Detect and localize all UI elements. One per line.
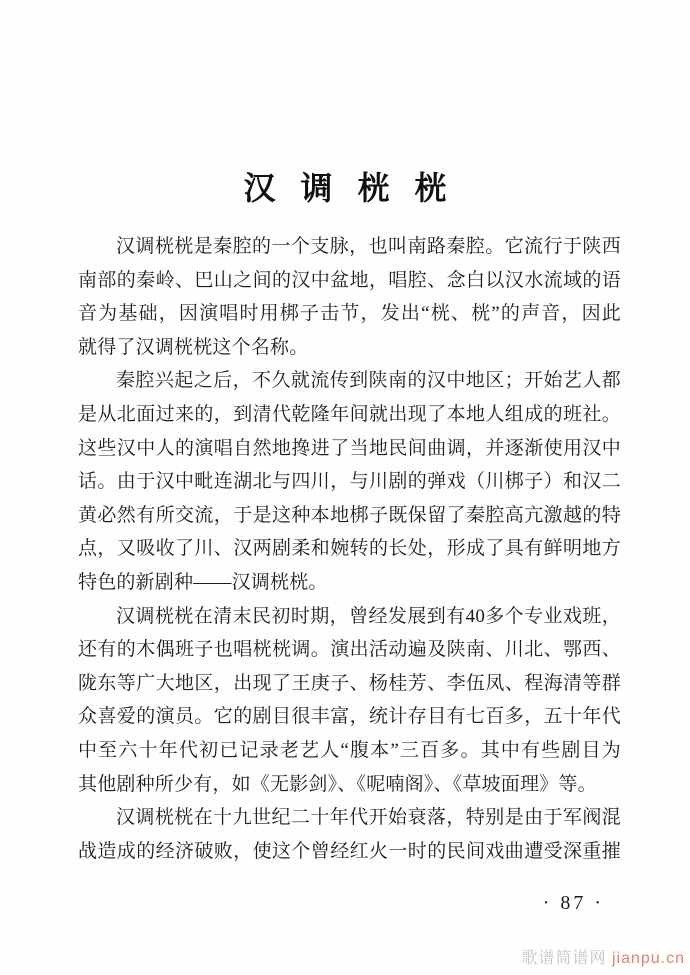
watermark-site-url: jianpu.cn	[611, 950, 685, 967]
watermark	[521, 945, 685, 968]
page-number: · 87 ·	[542, 892, 604, 914]
text-line: 音为基础，因演唱时用梆子击节，发出“桄、桄”的声音，因此	[78, 303, 621, 325]
text-line: 陇东等广大地区，出现了王庚子、杨桂芳、李伍凤、程海清等群	[78, 672, 621, 694]
paragraph	[78, 600, 621, 802]
paragraph	[78, 364, 621, 599]
text-line: 战造成的经济破败，使这个曾经红火一时的民间戏曲遭受深重摧	[78, 840, 621, 862]
text-line: 汉调桄桄是秦腔的一个支脉，也叫南路秦腔。它流行于陕西	[116, 236, 621, 257]
paragraph	[78, 230, 621, 364]
paragraph	[78, 801, 621, 868]
text-line: 就得了汉调桄桄这个名称。	[78, 336, 309, 358]
text-line: 黄必然有所交流，于是这种本地梆子既保留了秦腔高亢激越的特	[78, 504, 621, 526]
text-line: 秦腔兴起之后，不久就流传到陕南的汉中地区；开始艺人都	[116, 370, 621, 392]
page-title: 汉调桄桄	[243, 170, 472, 206]
text-line: 汉调桄桄在十九世纪二十年代开始衰落，特别是由于军阀混	[116, 807, 621, 829]
text-line: 还有的木偶班子也唱桄桄调。演出活动遍及陕南、川北、鄂西、	[78, 639, 621, 661]
text-line: 汉调桄桄在清末民初时期，曾经发展到有40多个专业戏班，	[116, 605, 621, 627]
watermark-site-name: 歌谱简谱网	[521, 950, 607, 967]
page-body	[78, 230, 621, 868]
text-line: 话。由于汉中毗连湖北与四川，与川剧的弹戏（川梆子）和汉二	[78, 471, 621, 493]
text-line: 中至六十年代初已记录老艺人“腹本”三百多。其中有些剧目为	[78, 739, 621, 761]
text-line: 南部的秦岭、巴山之间的汉中盆地，唱腔、念白以汉水流域的语	[78, 269, 621, 291]
text-line: 是从北面过来的，到清代乾隆年间就出现了本地人组成的班社。	[78, 403, 621, 425]
text-line: 众喜爱的演员。它的剧目很丰富，统计存目有七百多，五十年代	[78, 706, 621, 728]
text-line: 特色的新剧种——汉调桄桄。	[78, 571, 328, 593]
text-line: 其他剧种所少有，如《无影剑》、《呢喃阁》、《草坡面理》等。	[78, 773, 597, 795]
text-line: 点，又吸收了川、汉两剧柔和婉转的长处，形成了具有鲜明地方	[78, 538, 621, 560]
text-line: 这些汉中人的演唱自然地搀进了当地民间曲调，并逐渐使用汉中	[78, 437, 621, 459]
